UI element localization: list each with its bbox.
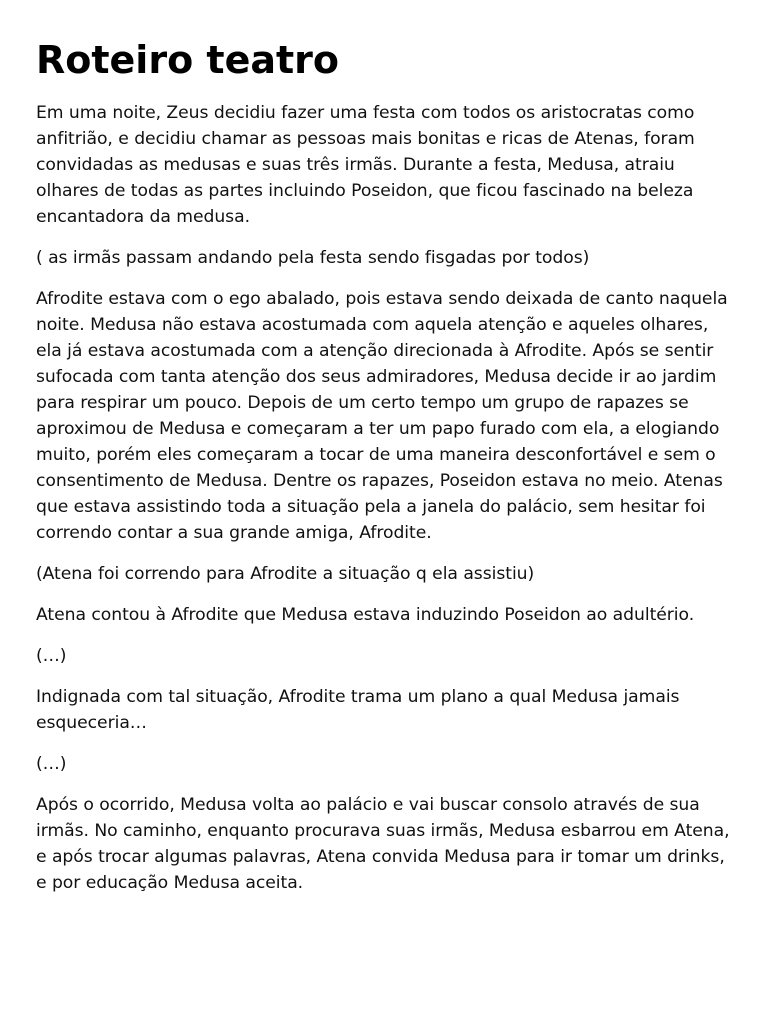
paragraph-atena-conta: Atena contou à Afrodite que Medusa estava induzindo Poseidon ao adultério.	[36, 605, 695, 625]
stage-direction-atena: (Atena foi correndo para Afrodite a situação q ela assistiu)	[36, 564, 535, 584]
ellipsis-break-2: (…)	[36, 754, 67, 774]
paragraph-medusa-palacio: Após o ocorrido, Medusa volta ao palácio e vai buscar consolo através de sua irmãs. No caminho, enquanto procurava suas irmãs, Medusa esbarrou em Atena, e após trocar algumas palavras, Atena convida Medusa para ir tomar um drinks, e por educação Medusa aceita.	[36, 795, 730, 893]
stage-direction-irmas: ( as irmãs passam andando pela festa sendo fisgadas por todos)	[36, 248, 590, 268]
paragraph-afrodite-jardim: Afrodite estava com o ego abalado, pois estava sendo deixada de canto naquela noite. Medusa não estava acostumada com aquela atenção e aqueles olhares, ela já estava acostumada com a atenção direcionada à Afrodite. Após se sentir sufocada com tanta atenção dos seus admiradores, Medusa decide ir ao jardim para respirar um pouco. Depois de um certo tempo um grupo de rapazes se aproximou de Medusa e começaram a ter um papo furado com ela, a elogiando muito, porém eles começaram a tocar de uma maneira desconfortável e sem o consentimento de Medusa. Dentre os rapazes, Poseidon estava no meio. Atenas que estava assistindo toda a situação pela a janela do palácio, sem hesitar foi correndo contar a sua grande amiga, Afrodite.	[36, 289, 728, 543]
ellipsis-break-1: (…)	[36, 646, 67, 666]
paragraph-festa-zeus: Em uma noite, Zeus decidiu fazer uma festa com todos os aristocratas como anfitrião, e decidiu chamar as pessoas mais bonitas e ricas de Atenas, foram convidadas as medusas e suas três irmãs. Durante a festa, Medusa, atraiu olhares de todas as partes incluindo Poseidon, que ficou fascinado na beleza encantadora da medusa.	[36, 103, 695, 227]
document-page	[36, 36, 736, 911]
document-title: Roteiro teatro	[36, 38, 339, 82]
paragraph-afrodite-plano: Indignada com tal situação, Afrodite trama um plano a qual Medusa jamais esqueceria…	[36, 687, 680, 733]
